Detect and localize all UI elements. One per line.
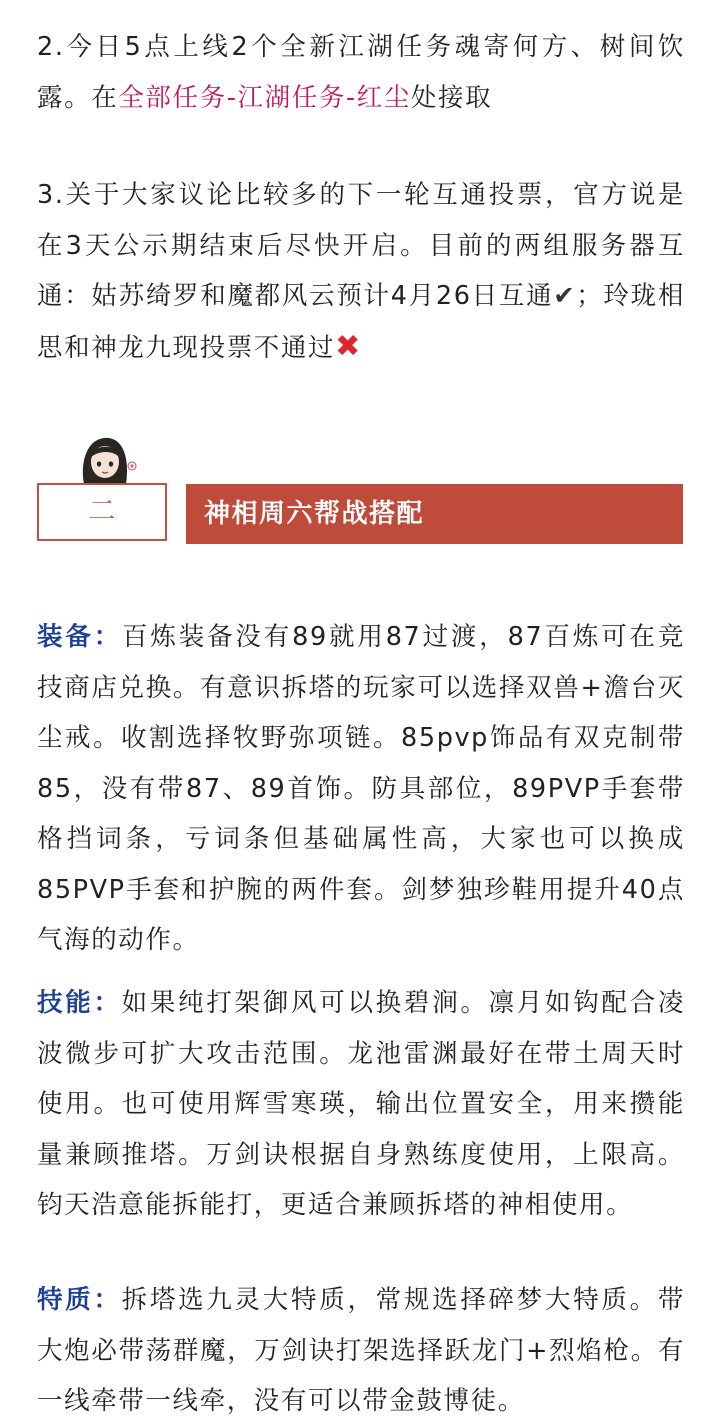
item-3-paragraph: 3.关于大家议论比较多的下一轮互通投票，官方说是在3天公示期结束后尽快开启。目前的两组服务器互通：姑苏绮罗和魔都风云预计4月26日互通✔；玲珑相思和神龙九现投票不通过✖ <box>37 180 685 364</box>
item-2-paragraph: 2.今日5点上线2个全新江湖任务魂寄何方、树间饮露。在全部任务-江湖任务-红尘处接取 <box>37 32 685 113</box>
cartoon-girl-avatar-icon <box>74 434 138 486</box>
equipment-label: 装备： <box>37 622 123 652</box>
section-title-bar: 神相周六帮战搭配 <box>186 484 683 544</box>
equipment-paragraph: 装备：百炼装备没有89就用87过渡，87百炼可在竞技商店兑换。有意识拆塔的玩家可以选择双兽+澹台灭尘戒。收割选择牧野弥项链。85pvp饰品有双克制带85，没有带87、89首饰。防具部位，89PVP手套带格挡词条，亏词条但基础属性高，大家也可以换成85PVP手套和护腕的两件套。剑梦独珍鞋用提升40点气海的动作。 <box>37 622 685 955</box>
traits-label: 特质： <box>37 1285 122 1315</box>
red-cross-icon: ✖ <box>335 328 362 364</box>
traits-paragraph: 特质：拆塔选九灵大特质，常规选择碎梦大特质。带大炮必带荡群魔，万剑诀打架选择跃龙门+烈焰枪。有一线牵带一线牵，没有可以带金鼓博徒。 <box>37 1285 685 1416</box>
skills-label: 技能： <box>37 988 122 1018</box>
check-mark-icon: ✔ <box>553 281 577 311</box>
task-path-highlight: 全部任务-江湖任务-红尘 <box>118 82 411 113</box>
section-number-box: 二 <box>37 483 167 541</box>
skills-paragraph: 技能：如果纯打架御风可以换碧涧。凛月如钩配合凌波微步可扩大攻击范围。龙池雷渊最好在带土周天时使用。也可使用辉雪寒瑛，输出位置安全，用来攒能量兼顾推塔。万剑诀根据自身熟练度使用，上限高。钧天浩意能拆能打，更适合兼顾拆塔的神相使用。 <box>37 988 685 1220</box>
